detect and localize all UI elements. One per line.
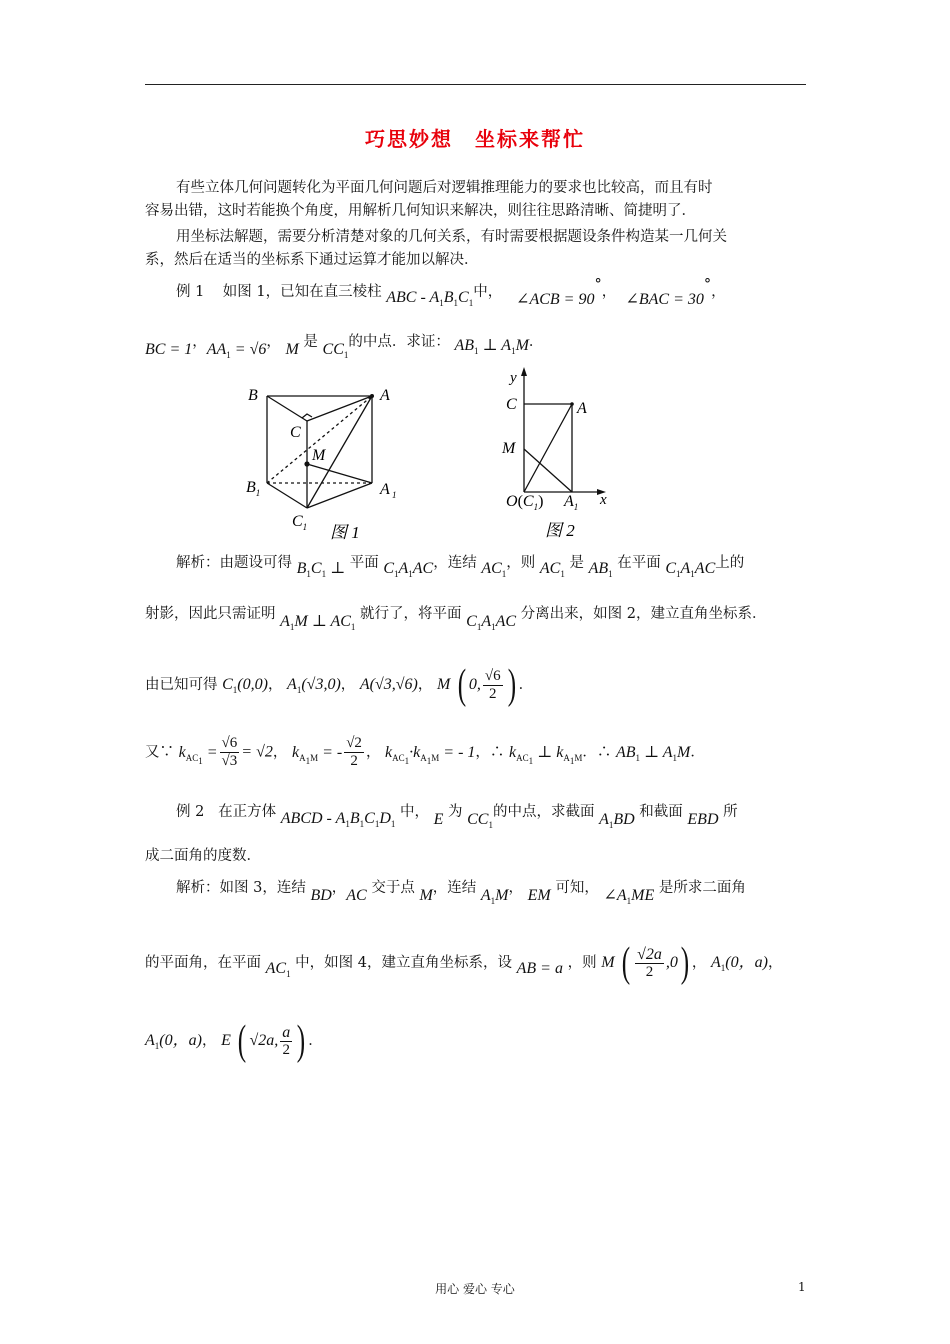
example2-line2: 成二面角的度数．	[145, 848, 261, 864]
example1-line1: 例 1 如图 1，已知在直三棱柱 ABC - $A_1B_1C_1$中， ∠ACB = 90°， ∠BAC = 30°，	[176, 277, 726, 309]
figure-1	[240, 378, 410, 543]
svg-text:C: C	[290, 424, 301, 441]
solution1-line4: 又∵ $k_{AC_1}$ = $\frac{√6}{√3}$ = √2， $k_{A_1M}$ = - $\frac{√2}{2}$ ， $k_{AC_1}\cdot k_{A_1M}$ = - 1，∴ $k_{AC_1}$ ⊥ $k_{A_1M}$．∴ $AB_1$ ⊥ $A_1M$．	[145, 735, 705, 769]
solution2-line3: $A_1(0$，a)， E ( √2a, $\frac{a}{2}$ ) ．	[145, 1018, 323, 1064]
svg-text:A: A	[577, 400, 587, 417]
solution2-line2: 的平面角，在平面 $AC_1$ 中，如图 4，建立直角坐标系，设 AB = a ，则 M ( $\frac{√2a}{2}$ ,0) ， $A_1(0$，a)，	[145, 940, 783, 986]
svg-text:C: C	[506, 396, 517, 413]
svg-text:A 1: A $_1$	[380, 481, 397, 500]
figure-2	[498, 364, 623, 544]
para1-line1: 有些立体几何问题转化为平面几何问题后对逻辑推理能力的要求也比较高，而且有时	[176, 180, 713, 196]
example1-line2: BC = 1，$AA_1 = √6$， M 是 $CC_1$的中点．求证： $AB_1$ ⊥ $A_1M$．	[145, 334, 544, 361]
svg-text:图 1: 图 1	[330, 523, 360, 542]
para2-line1: 用坐标法解题，需要分析清楚对象的几何关系，有时需要根据题设条件构造某一几何关	[176, 229, 727, 245]
svg-text:B1: $B_1$	[246, 479, 261, 498]
svg-text:A: A	[380, 387, 390, 404]
svg-text:y: y	[510, 370, 517, 386]
solution1-line1: 解析：由题设可得 $B_1C_1$ ⊥ 平面 $C_1A_1AC$，连结 $AC_1$，则 $AC_1$ 是 $AB_1$ 在平面 $C_1A_1AC$上的	[176, 555, 745, 580]
svg-text:x: x	[600, 492, 607, 508]
example2-line1: 例 2 在正方体 ABCD - $A_1B_1C_1D_1$ 中， E 为 $CC_1$的中点，求截面 $A_1BD$ 和截面 EBD 所	[176, 804, 738, 831]
page-footer: 用心 爱心 专心	[435, 1282, 515, 1296]
header-rule	[145, 84, 806, 85]
fig1-label-b: B	[248, 387, 258, 404]
svg-text:C1: $C_1$	[292, 513, 308, 532]
svg-text:M: M	[312, 447, 326, 464]
svg-text:图 2: 图 2	[545, 521, 575, 540]
svg-text:O(C1): $O(C_1)$	[506, 493, 544, 512]
solution1-line3: 由已知可得 $C_1(0,0)$， $A_1(√3,0)$， A(√3,√6)， M ( 0, $\frac{√6}{2}$ ) ．	[145, 662, 534, 708]
para2-line2: 系，然后在适当的坐标系下通过运算才能加以解决．	[145, 252, 479, 268]
page-title: 巧思妙想 坐标来帮忙	[365, 127, 585, 151]
page-number: 1	[798, 1280, 806, 1294]
para1-line2: 容易出错，这时若能换个角度，用解析几何知识来解决，则往往思路清晰、简捷明了．	[145, 203, 696, 219]
solution2-line1: 解析：如图 3，连结 BD，AC 交于点 M，连结 $A_1M$， EM 可知， $\angle A_1ME$ 是所求二面角	[176, 880, 746, 907]
svg-text:A1: $A_1$	[564, 493, 579, 512]
solution1-line2: 射影，因此只需证明 $A_1M$ ⊥ $AC_1$ 就行了，将平面 $C_1A_1AC$ 分离出来，如图 2，建立直角坐标系．	[145, 606, 767, 633]
svg-text:M: M	[502, 440, 516, 457]
